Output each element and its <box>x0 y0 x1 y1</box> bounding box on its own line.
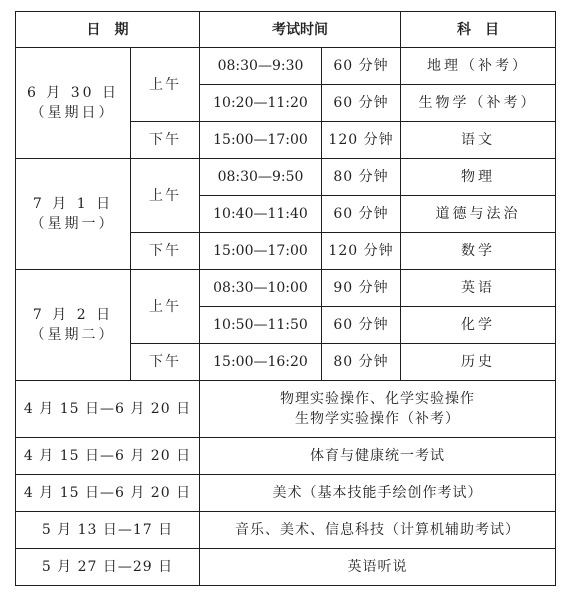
exam-time: 15:00—16:20 <box>200 344 322 381</box>
exam-duration: 60 分钟 <box>322 196 401 233</box>
table-row <box>16 512 556 549</box>
exam-duration: 60 分钟 <box>322 85 401 122</box>
pm-label: 下午 <box>131 344 200 381</box>
table-row <box>16 270 556 307</box>
exam-subject: 化学 <box>401 307 556 344</box>
exam-time: 10:40—11:40 <box>200 196 322 233</box>
header-subject: 科 目 <box>401 12 556 48</box>
exam-time: 10:20—11:20 <box>200 85 322 122</box>
date-label: 7 月 2 日 <box>32 307 114 323</box>
date-cell <box>16 270 131 381</box>
exam-time: 08:30—9:30 <box>200 48 322 85</box>
am-label: 上午 <box>131 159 200 233</box>
exam-subject: 历史 <box>401 344 556 381</box>
assessment-subject: 体育与健康统一考试 <box>200 438 556 475</box>
header-exam-time: 考试时间 <box>200 12 401 48</box>
exam-schedule-table <box>15 11 556 586</box>
weekday-label: （星期二） <box>30 327 116 343</box>
date-label: 6 月 30 日 <box>26 85 120 101</box>
exam-time: 08:30—9:50 <box>200 159 322 196</box>
table-row <box>16 438 556 475</box>
pm-label: 下午 <box>131 233 200 270</box>
exam-subject: 物理 <box>401 159 556 196</box>
header-row <box>16 12 556 48</box>
exam-duration: 80 分钟 <box>322 344 401 381</box>
am-label: 上午 <box>131 48 200 122</box>
exam-subject: 英语 <box>401 270 556 307</box>
assessment-subject <box>200 381 556 438</box>
table-row <box>16 549 556 586</box>
exam-time: 15:00—17:00 <box>200 122 322 159</box>
exam-duration: 80 分钟 <box>322 159 401 196</box>
assessment-line: 生物学实验操作（补考） <box>295 411 460 427</box>
exam-subject: 数学 <box>401 233 556 270</box>
date-cell <box>16 48 131 159</box>
exam-subject: 地理（补考） <box>401 48 556 85</box>
exam-subject: 语文 <box>401 122 556 159</box>
table-row <box>16 159 556 196</box>
table-row <box>16 48 556 85</box>
header-date: 日 期 <box>16 12 200 48</box>
exam-duration: 60 分钟 <box>322 307 401 344</box>
exam-duration: 90 分钟 <box>322 270 401 307</box>
date-range: 4 月 15 日—6 月 20 日 <box>16 381 200 438</box>
exam-time: 08:30—10:00 <box>200 270 322 307</box>
date-label: 7 月 1 日 <box>32 196 114 212</box>
exam-subject: 道德与法治 <box>401 196 556 233</box>
exam-subject: 生物学（补考） <box>401 85 556 122</box>
assessment-subject: 音乐、美术、信息科技（计算机辅助考试） <box>200 512 556 549</box>
assessment-line: 物理实验操作、化学实验操作 <box>280 391 475 407</box>
exam-time: 10:50—11:50 <box>200 307 322 344</box>
exam-duration: 60 分钟 <box>322 48 401 85</box>
assessment-subject: 美术（基本技能手绘创作考试） <box>200 475 556 512</box>
weekday-label: （星期一） <box>30 216 116 232</box>
exam-duration: 120 分钟 <box>322 122 401 159</box>
exam-duration: 120 分钟 <box>322 233 401 270</box>
exam-time: 15:00—17:00 <box>200 233 322 270</box>
table-row <box>16 475 556 512</box>
pm-label: 下午 <box>131 122 200 159</box>
date-range: 5 月 13 日—17 日 <box>16 512 200 549</box>
assessment-subject: 英语听说 <box>200 549 556 586</box>
date-range: 4 月 15 日—6 月 20 日 <box>16 438 200 475</box>
weekday-label: （星期日） <box>30 105 116 121</box>
table-row <box>16 381 556 438</box>
date-cell <box>16 159 131 270</box>
date-range: 5 月 27 日—29 日 <box>16 549 200 586</box>
am-label: 上午 <box>131 270 200 344</box>
date-range: 4 月 15 日—6 月 20 日 <box>16 475 200 512</box>
